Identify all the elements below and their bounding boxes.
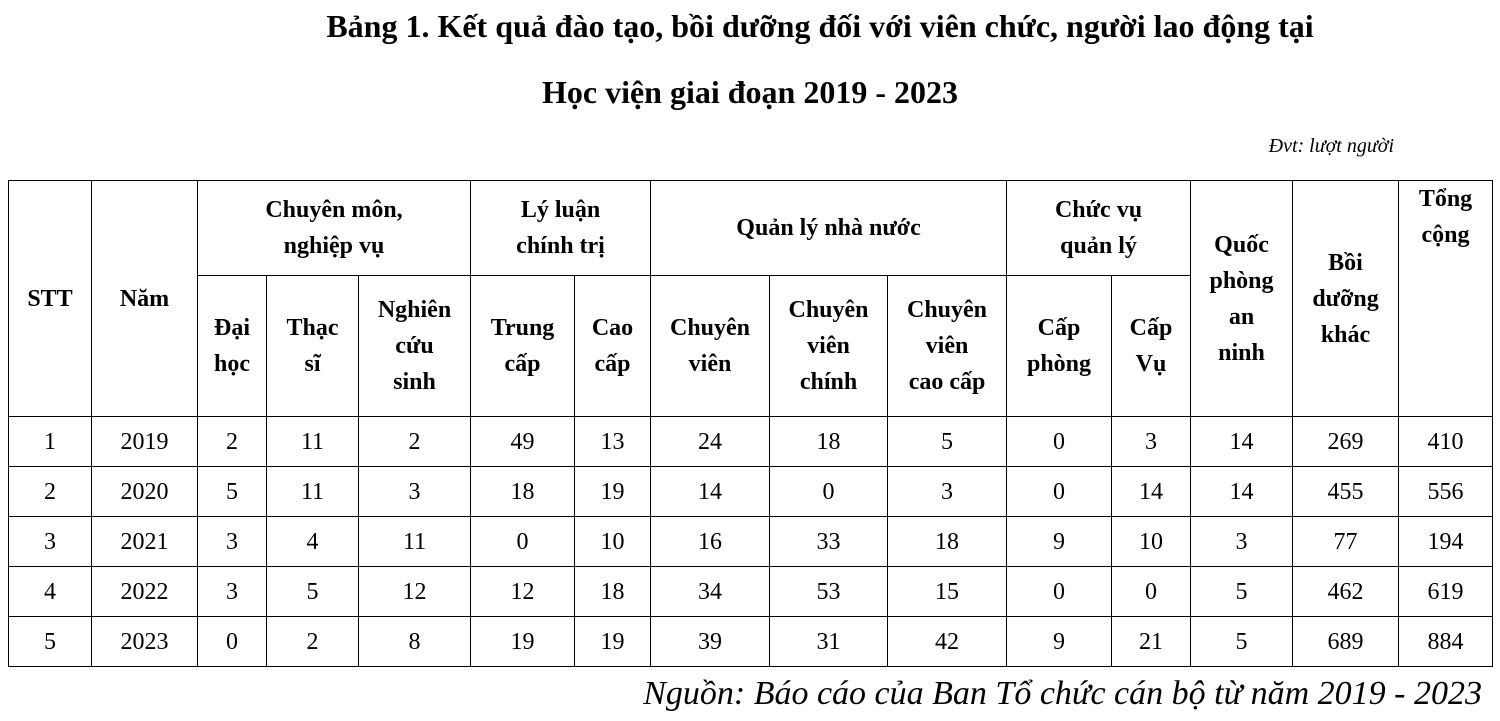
table-cell: 33 bbox=[770, 517, 888, 567]
table-cell: 42 bbox=[888, 617, 1007, 667]
table-cell: 0 bbox=[198, 617, 267, 667]
table-cell: 19 bbox=[575, 467, 651, 517]
header-tong-cong: Tổng cộng bbox=[1399, 181, 1493, 417]
header-chuyen-vien-cao-cap: Chuyên viên cao cấp bbox=[888, 276, 1007, 417]
table-cell: 269 bbox=[1293, 417, 1399, 467]
header-dai-hoc: Đại học bbox=[198, 276, 267, 417]
training-results-table bbox=[8, 180, 1493, 667]
table-cell: 19 bbox=[471, 617, 575, 667]
table-cell: 689 bbox=[1293, 617, 1399, 667]
table-title-line-2: Học viện giai đoạn 2019 - 2023 bbox=[541, 74, 958, 110]
table-cell: 53 bbox=[770, 567, 888, 617]
table-cell: 12 bbox=[359, 567, 471, 617]
table-cell: 16 bbox=[651, 517, 770, 567]
table-cell: 19 bbox=[575, 617, 651, 667]
table-cell: 18 bbox=[770, 417, 888, 467]
header-cao-cap: Cao cấp bbox=[575, 276, 651, 417]
table-cell: 0 bbox=[770, 467, 888, 517]
source-note: Nguồn: Báo cáo của Ban Tổ chức cán bộ từ năm 2019 - 2023 bbox=[643, 675, 1482, 712]
table-cell: 194 bbox=[1399, 517, 1493, 567]
header-chuyen-vien-chinh: Chuyên viên chính bbox=[770, 276, 888, 417]
table-cell: 8 bbox=[359, 617, 471, 667]
table-cell: 4 bbox=[9, 567, 92, 617]
table-cell: 4 bbox=[267, 517, 359, 567]
table-cell: 0 bbox=[471, 517, 575, 567]
table-title-line-1: Bảng 1. Kết quả đào tạo, bồi dưỡng đối với viên chức, người lao động tại bbox=[326, 8, 1314, 44]
table-cell: 49 bbox=[471, 417, 575, 467]
table-cell: 3 bbox=[888, 467, 1007, 517]
unit-note: Đvt: lượt người bbox=[1268, 135, 1394, 157]
header-quoc-phong: Quốc phòng an ninh bbox=[1191, 181, 1293, 417]
table-cell: 31 bbox=[770, 617, 888, 667]
table-cell: 9 bbox=[1007, 617, 1112, 667]
table-row bbox=[9, 417, 1493, 467]
header-chuyen-mon: Chuyên môn, nghiệp vụ bbox=[198, 181, 471, 276]
table-cell: 5 bbox=[267, 567, 359, 617]
table-cell: 10 bbox=[1112, 517, 1191, 567]
header-cap-vu: Cấp Vụ bbox=[1112, 276, 1191, 417]
header-chuyen-vien: Chuyên viên bbox=[651, 276, 770, 417]
table-cell: 5 bbox=[1191, 567, 1293, 617]
table-cell: 2020 bbox=[92, 467, 198, 517]
table-cell: 0 bbox=[1007, 417, 1112, 467]
table-cell: 11 bbox=[359, 517, 471, 567]
table-cell: 5 bbox=[888, 417, 1007, 467]
table-cell: 18 bbox=[575, 567, 651, 617]
table-cell: 0 bbox=[1007, 467, 1112, 517]
table-cell: 2 bbox=[267, 617, 359, 667]
table-cell: 410 bbox=[1399, 417, 1493, 467]
header-nghien-cuu-sinh: Nghiên cứu sinh bbox=[359, 276, 471, 417]
table-cell: 2 bbox=[359, 417, 471, 467]
table-cell: 13 bbox=[575, 417, 651, 467]
table-cell: 9 bbox=[1007, 517, 1112, 567]
header-boi-duong: Bồi dưỡng khác bbox=[1293, 181, 1399, 417]
table-row bbox=[9, 517, 1493, 567]
table-cell: 15 bbox=[888, 567, 1007, 617]
header-stt: STT bbox=[9, 181, 92, 417]
table-cell: 2023 bbox=[92, 617, 198, 667]
table-cell: 1 bbox=[9, 417, 92, 467]
table-cell: 5 bbox=[198, 467, 267, 517]
table-cell: 2019 bbox=[92, 417, 198, 467]
table-row bbox=[9, 567, 1493, 617]
table-cell: 39 bbox=[651, 617, 770, 667]
table-cell: 18 bbox=[888, 517, 1007, 567]
table-cell: 14 bbox=[1191, 467, 1293, 517]
table-cell: 11 bbox=[267, 467, 359, 517]
table-cell: 2 bbox=[198, 417, 267, 467]
table-cell: 14 bbox=[1191, 417, 1293, 467]
table-cell: 18 bbox=[471, 467, 575, 517]
table-cell: 884 bbox=[1399, 617, 1493, 667]
table-cell: 3 bbox=[9, 517, 92, 567]
header-chuc-vu: Chức vụ quản lý bbox=[1007, 181, 1191, 276]
header-ly-luan: Lý luận chính trị bbox=[471, 181, 651, 276]
table-cell: 0 bbox=[1007, 567, 1112, 617]
table-cell: 11 bbox=[267, 417, 359, 467]
table-cell: 12 bbox=[471, 567, 575, 617]
table-cell: 462 bbox=[1293, 567, 1399, 617]
table-cell: 0 bbox=[1112, 567, 1191, 617]
table-cell: 3 bbox=[359, 467, 471, 517]
header-nam: Năm bbox=[92, 181, 198, 417]
table-cell: 34 bbox=[651, 567, 770, 617]
table-cell: 2021 bbox=[92, 517, 198, 567]
table-cell: 21 bbox=[1112, 617, 1191, 667]
table-cell: 3 bbox=[198, 517, 267, 567]
table-cell: 24 bbox=[651, 417, 770, 467]
header-trung-cap: Trung cấp bbox=[471, 276, 575, 417]
table-cell: 77 bbox=[1293, 517, 1399, 567]
table-cell: 455 bbox=[1293, 467, 1399, 517]
header-quan-ly-nha-nuoc: Quản lý nhà nước bbox=[651, 181, 1007, 276]
table-cell: 14 bbox=[651, 467, 770, 517]
table-cell: 5 bbox=[1191, 617, 1293, 667]
table-row bbox=[9, 617, 1493, 667]
table-row bbox=[9, 467, 1493, 517]
table-cell: 10 bbox=[575, 517, 651, 567]
table-cell: 14 bbox=[1112, 467, 1191, 517]
table-cell: 3 bbox=[1112, 417, 1191, 467]
table-cell: 2022 bbox=[92, 567, 198, 617]
table-cell: 556 bbox=[1399, 467, 1493, 517]
table-cell: 3 bbox=[198, 567, 267, 617]
header-thac-si: Thạc sĩ bbox=[267, 276, 359, 417]
table-cell: 3 bbox=[1191, 517, 1293, 567]
table-cell: 2 bbox=[9, 467, 92, 517]
table-cell: 5 bbox=[9, 617, 92, 667]
header-cap-phong: Cấp phòng bbox=[1007, 276, 1112, 417]
table-cell: 619 bbox=[1399, 567, 1493, 617]
